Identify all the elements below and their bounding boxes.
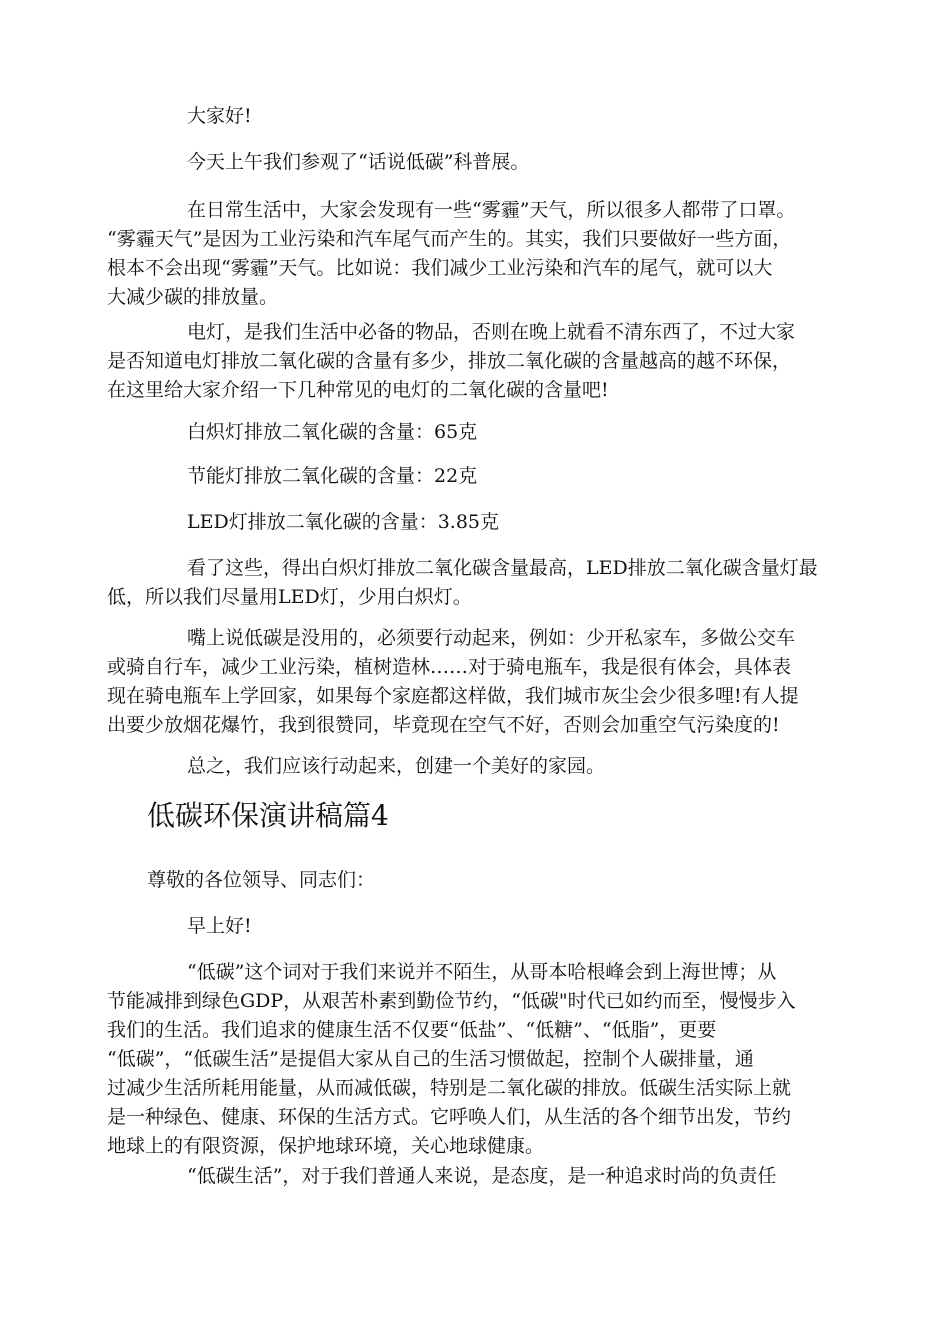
salutation: 尊敬的各位领导、同志们：	[147, 869, 376, 891]
lights-conclusion-line: 看了这些，得出白炽灯排放二氧化碳含量最高，LED排放二氧化碳含量灯最	[187, 557, 818, 579]
smog-line: 根本不会出现“雾霾”天气。比如说：我们减少工业污染和汽车的尾气，就可以大	[107, 257, 773, 279]
smog-line: 大减少碳的排放量。	[107, 286, 279, 308]
action-line: 嘴上说低碳是没用的，必须要行动起来，例如：少开私家车，多做公交车	[187, 627, 796, 649]
summary-text: 总之，我们应该行动起来，创建一个美好的家园。	[187, 755, 606, 777]
morning-greeting-text: 早上好!	[187, 915, 252, 937]
morning-greeting-paragraph	[107, 912, 857, 941]
low-carbon-line: “低碳”，“低碳生活”是提倡大家从自己的生活习惯做起，控制个人碳排量，通	[107, 1048, 754, 1070]
incandescent-text: 白炽灯排放二氧化碳的含量：65克	[187, 421, 478, 443]
section-heading: 低碳环保演讲稿篇4	[147, 799, 389, 832]
exhibition-paragraph	[107, 148, 857, 177]
incandescent-paragraph	[107, 418, 857, 447]
smog-paragraph	[107, 196, 857, 312]
greeting-text: 大家好!	[187, 105, 252, 127]
greeting-paragraph	[107, 102, 857, 131]
energy-saving-paragraph	[107, 462, 857, 491]
led-paragraph	[107, 508, 857, 537]
low-carbon-line: 过减少生活所耗用能量，从而减低碳，特别是二氧化碳的排放。低碳生活实际上就	[107, 1077, 792, 1099]
exhibition-text: 今天上午我们参观了“话说低碳”科普展。	[187, 151, 530, 173]
lights-line: 电灯，是我们生活中必备的物品，否则在晚上就看不清东西了，不过大家	[187, 321, 796, 343]
low-carbon-line: “低碳”这个词对于我们来说并不陌生，从哥本哈根峰会到上海世博；从	[187, 961, 777, 983]
attitude-paragraph	[107, 1162, 857, 1191]
low-carbon-line: 我们的生活。我们追求的健康生活不仅要“低盐”、“低糖”、“低脂”，更要	[107, 1019, 717, 1041]
action-line: 现在骑电瓶车上学回家，如果每个家庭都这样做，我们城市灰尘会少很多哩!有人提	[107, 685, 799, 707]
summary-paragraph	[107, 752, 857, 781]
lights-paragraph	[107, 318, 857, 405]
smog-line: “雾霾天气”是因为工业污染和汽车尾气而产生的。其实，我们只要做好一些方面，	[107, 228, 792, 250]
attitude-line: “低碳生活”，对于我们普通人来说，是态度，是一种追求时尚的负责任	[187, 1165, 777, 1187]
lights-conclusion-line: 低，所以我们尽量用LED灯，少用白炽灯。	[107, 586, 472, 608]
lights-conclusion-paragraph	[107, 554, 857, 612]
low-carbon-paragraph	[107, 958, 857, 1161]
action-line: 或骑自行车，减少工业污染，植树造林……对于骑电瓶车，我是很有体会，具体表	[107, 656, 792, 678]
lights-line: 在这里给大家介绍一下几种常见的电灯的二氧化碳的含量吧!	[107, 379, 609, 401]
low-carbon-line: 地球上的有限资源，保护地球环境，关心地球健康。	[107, 1135, 545, 1157]
action-line: 出要少放烟花爆竹，我到很赞同，毕竟现在空气不好，否则会加重空气污染度的!	[107, 714, 780, 736]
energy-saving-text: 节能灯排放二氧化碳的含量：22克	[187, 465, 478, 487]
action-paragraph	[107, 624, 857, 740]
led-text: LED灯排放二氧化碳的含量：3.85克	[187, 511, 500, 533]
smog-line: 在日常生活中，大家会发现有一些“雾霾”天气，所以很多人都带了口罩。	[187, 199, 796, 221]
low-carbon-line: 节能减排到绿色GDP，从艰苦朴素到勤俭节约，“低碳"时代已如约而至，慢慢步入	[107, 990, 796, 1012]
lights-line: 是否知道电灯排放二氧化碳的含量有多少，排放二氧化碳的含量越高的越不环保，	[107, 350, 792, 372]
low-carbon-line: 是一种绿色、健康、环保的生活方式。它呼唤人们，从生活的各个细节出发，节约	[107, 1106, 792, 1128]
